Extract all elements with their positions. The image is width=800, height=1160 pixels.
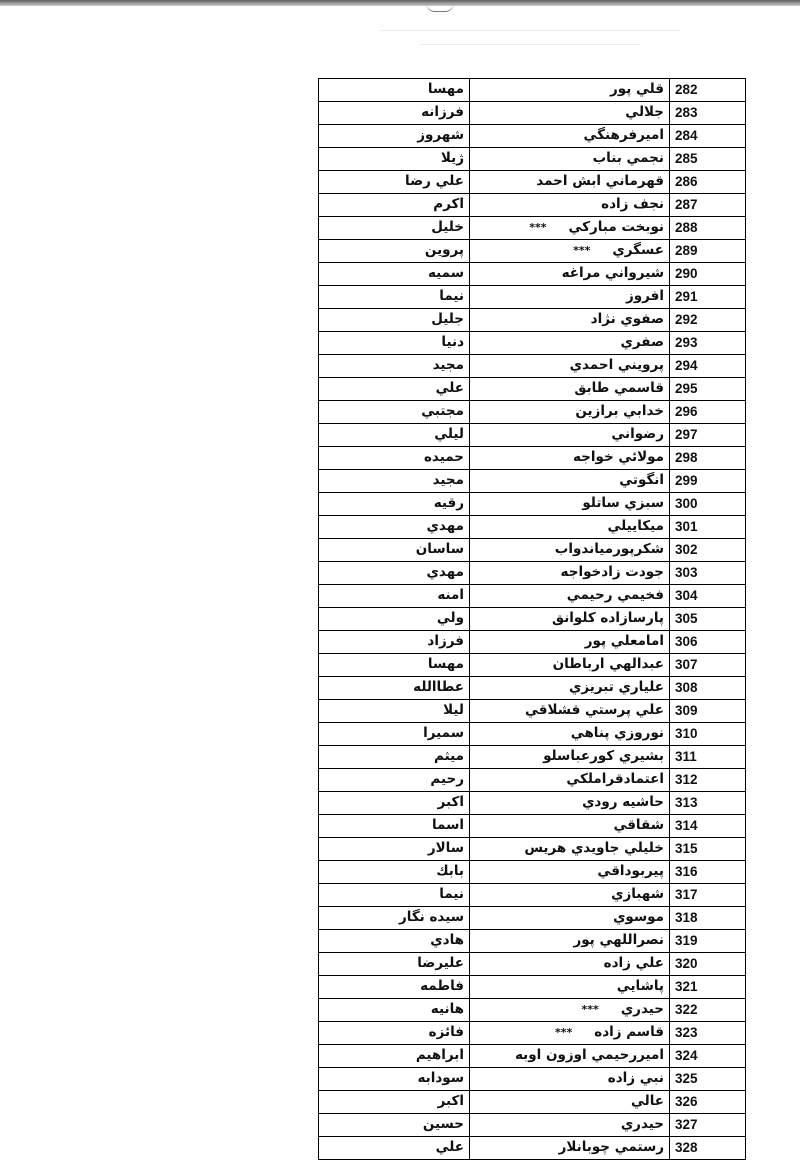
row-number-cell: 308 (670, 677, 746, 700)
surname-cell (470, 309, 670, 332)
row-number-cell: 311 (670, 746, 746, 769)
table-row (319, 1022, 746, 1045)
table-row (319, 953, 746, 976)
first-name-cell: خليل (319, 217, 470, 240)
bleed-through-line (420, 44, 640, 45)
first-name-cell: علي (319, 378, 470, 401)
surname-cell (470, 631, 670, 654)
surname-text: خليلي جاويدي هريس (524, 840, 664, 857)
first-name-cell: عطاالله (319, 677, 470, 700)
row-number-cell: 304 (670, 585, 746, 608)
table-row (319, 930, 746, 953)
first-name-cell: ليلي (319, 424, 470, 447)
table-row (319, 125, 746, 148)
surname-cell (470, 769, 670, 792)
surname-text: عالي (630, 1093, 664, 1110)
surname-text: سبزي ساتلو (582, 495, 664, 512)
first-name-cell: ولي (319, 608, 470, 631)
surname-cell (470, 677, 670, 700)
table-row (319, 884, 746, 907)
table-row (319, 263, 746, 286)
first-name-cell: نيما (319, 286, 470, 309)
surname-cell (470, 79, 670, 102)
surname-text: امامعلي پور (584, 633, 664, 650)
first-name-cell: دنيا (319, 332, 470, 355)
first-name-cell: رحيم (319, 769, 470, 792)
first-name-cell: ژيلا (319, 148, 470, 171)
table-row (319, 309, 746, 332)
row-number-cell: 285 (670, 148, 746, 171)
surname-text: مولائي خواجه (572, 449, 664, 466)
row-number-cell: 292 (670, 309, 746, 332)
first-name-cell: علي رضا (319, 171, 470, 194)
table-row (319, 194, 746, 217)
row-number-cell: 323 (670, 1022, 746, 1045)
surname-text: نوبخت مباركي (568, 219, 664, 236)
surname-text: قاسم زاده (594, 1024, 664, 1041)
surname-cell (470, 125, 670, 148)
table-row (319, 286, 746, 309)
surname-cell (470, 585, 670, 608)
surname-text: قلي پور (609, 81, 664, 98)
surname-text: نصراللهي پور (573, 932, 664, 949)
surname-cell (470, 217, 670, 240)
surname-text: بشيري كورعباسلو (543, 748, 664, 765)
surname-text: افروز (625, 288, 664, 305)
surname-text: رستمي چوبانلار (558, 1139, 664, 1156)
row-number-cell: 282 (670, 79, 746, 102)
row-number-cell: 284 (670, 125, 746, 148)
row-number-cell: 300 (670, 493, 746, 516)
row-number-cell: 319 (670, 930, 746, 953)
surname-text: پرويني احمدي (569, 357, 664, 374)
table-row (319, 1137, 746, 1160)
surname-cell (470, 746, 670, 769)
table-row (319, 1114, 746, 1137)
row-number-cell: 327 (670, 1114, 746, 1137)
first-name-cell: بابك (319, 861, 470, 884)
first-name-cell: فرزاد (319, 631, 470, 654)
table-row (319, 401, 746, 424)
table-row (319, 1091, 746, 1114)
surname-text: علياري تبريزي (569, 679, 664, 696)
table-row (319, 171, 746, 194)
name-roster-table (318, 78, 746, 1160)
row-number-cell: 287 (670, 194, 746, 217)
surname-text: خدابي برازين (575, 403, 664, 420)
first-name-cell: سودابه (319, 1068, 470, 1091)
row-number-cell: 310 (670, 723, 746, 746)
surname-cell (470, 516, 670, 539)
row-number-cell: 298 (670, 447, 746, 470)
surname-text: پارسازاده كلوانق (552, 610, 664, 627)
first-name-cell: اكرم (319, 194, 470, 217)
row-number-cell: 325 (670, 1068, 746, 1091)
asterisk-note: *** (554, 1026, 573, 1040)
first-name-cell: مجيد (319, 470, 470, 493)
surname-text: نبي زاده (607, 1070, 664, 1087)
table-row (319, 516, 746, 539)
first-name-cell: اسما (319, 815, 470, 838)
first-name-cell: حسين (319, 1114, 470, 1137)
first-name-cell: مهدي (319, 562, 470, 585)
first-name-cell: عليرضا (319, 953, 470, 976)
surname-cell (470, 884, 670, 907)
surname-text: پاشايي (616, 978, 664, 995)
scan-mark (426, 3, 454, 12)
table-row (319, 562, 746, 585)
row-number-cell: 291 (670, 286, 746, 309)
surname-cell (470, 792, 670, 815)
surname-cell (470, 424, 670, 447)
first-name-cell: مهسا (319, 79, 470, 102)
table-row (319, 861, 746, 884)
first-name-cell: مهسا (319, 654, 470, 677)
surname-text: صفري (620, 334, 664, 351)
surname-cell (470, 171, 670, 194)
surname-cell (470, 1114, 670, 1137)
first-name-cell: نيما (319, 884, 470, 907)
row-number-cell: 326 (670, 1091, 746, 1114)
row-number-cell: 293 (670, 332, 746, 355)
first-name-cell: سميرا (319, 723, 470, 746)
table-row (319, 631, 746, 654)
row-number-cell: 305 (670, 608, 746, 631)
table-row (319, 700, 746, 723)
row-number-cell: 296 (670, 401, 746, 424)
table-row (319, 608, 746, 631)
first-name-cell: جليل (319, 309, 470, 332)
row-number-cell: 307 (670, 654, 746, 677)
surname-cell (470, 470, 670, 493)
surname-text: صفوي نژاد (590, 311, 664, 328)
row-number-cell: 283 (670, 102, 746, 125)
surname-cell (470, 539, 670, 562)
table-row (319, 907, 746, 930)
first-name-cell: اكبر (319, 792, 470, 815)
row-number-cell: 297 (670, 424, 746, 447)
surname-cell (470, 286, 670, 309)
table-row (319, 815, 746, 838)
table-row (319, 677, 746, 700)
table-row (319, 723, 746, 746)
first-name-cell: مجتبي (319, 401, 470, 424)
first-name-cell: فائزه (319, 1022, 470, 1045)
surname-text: نجمي بناب (592, 150, 664, 167)
table-row (319, 999, 746, 1022)
surname-text: عسگري (612, 242, 664, 259)
surname-text: شكرپورمياندواب (554, 541, 664, 558)
first-name-cell: هانيه (319, 999, 470, 1022)
surname-text: علي زاده (603, 955, 664, 972)
surname-text: انگوتي (619, 472, 664, 489)
surname-text: جلالي (625, 104, 664, 121)
surname-text: نجف زاده (601, 196, 664, 213)
surname-cell (470, 723, 670, 746)
row-number-cell: 313 (670, 792, 746, 815)
table-row (319, 1068, 746, 1091)
surname-text: حيدري (620, 1116, 664, 1133)
row-number-cell: 301 (670, 516, 746, 539)
table-row (319, 792, 746, 815)
row-number-cell: 321 (670, 976, 746, 999)
row-number-cell: 322 (670, 999, 746, 1022)
surname-cell (470, 493, 670, 516)
table-row (319, 493, 746, 516)
surname-cell (470, 194, 670, 217)
surname-text: حاشيه رودي (582, 794, 664, 811)
surname-cell (470, 700, 670, 723)
surname-text: علي پرستي قشلاقي (524, 702, 664, 719)
asterisk-note: *** (581, 1003, 599, 1017)
row-number-cell: 320 (670, 953, 746, 976)
surname-text: عبدالهي ارباطان (552, 656, 664, 673)
row-number-cell: 315 (670, 838, 746, 861)
table-row (319, 424, 746, 447)
asterisk-note: *** (529, 221, 547, 235)
first-name-cell: شهروز (319, 125, 470, 148)
first-name-cell: امنه (319, 585, 470, 608)
surname-cell (470, 378, 670, 401)
row-number-cell: 302 (670, 539, 746, 562)
first-name-cell: رقيه (319, 493, 470, 516)
row-number-cell: 288 (670, 217, 746, 240)
surname-text: اعتمادقراملكي (566, 771, 664, 788)
surname-cell (470, 562, 670, 585)
surname-cell (470, 1068, 670, 1091)
first-name-cell: سيده نگار (319, 907, 470, 930)
surname-cell (470, 930, 670, 953)
surname-text: حيدري (620, 1001, 664, 1018)
table-row (319, 976, 746, 999)
surname-text: اميرفرهنگي (583, 127, 664, 144)
surname-text: نوروزي پناهي (570, 725, 664, 742)
surname-text: قهرماني ابش احمد (536, 173, 664, 190)
table-row (319, 746, 746, 769)
surname-cell (470, 1045, 670, 1068)
surname-text: فخيمي رحيمي (566, 587, 664, 604)
table-row (319, 148, 746, 171)
row-number-cell: 314 (670, 815, 746, 838)
first-name-cell: ميثم (319, 746, 470, 769)
table-row (319, 769, 746, 792)
row-number-cell: 306 (670, 631, 746, 654)
surname-cell (470, 976, 670, 999)
surname-cell (470, 608, 670, 631)
first-name-cell: فاطمه (319, 976, 470, 999)
first-name-cell: ابراهيم (319, 1045, 470, 1068)
surname-cell (470, 401, 670, 424)
first-name-cell: سالار (319, 838, 470, 861)
surname-text: اميررحيمي اوزون اوبه (515, 1047, 664, 1064)
surname-text: پيربوداقي (597, 863, 664, 880)
surname-cell (470, 1022, 670, 1045)
row-number-cell: 286 (670, 171, 746, 194)
surname-cell (470, 148, 670, 171)
table-row (319, 378, 746, 401)
table-row (319, 355, 746, 378)
surname-cell (470, 838, 670, 861)
surname-cell (470, 240, 670, 263)
table-row (319, 1045, 746, 1068)
surname-text: شهبازي (611, 886, 664, 903)
surname-text: ميكاييلي (607, 518, 664, 535)
first-name-cell: اكبر (319, 1091, 470, 1114)
first-name-cell: ليلا (319, 700, 470, 723)
row-number-cell: 289 (670, 240, 746, 263)
surname-text: قاسمي طابق (574, 380, 664, 397)
first-name-cell: علي (319, 1137, 470, 1160)
table-row (319, 332, 746, 355)
row-number-cell: 303 (670, 562, 746, 585)
surname-cell (470, 1091, 670, 1114)
surname-cell (470, 654, 670, 677)
table-row (319, 539, 746, 562)
table-row (319, 470, 746, 493)
row-number-cell: 317 (670, 884, 746, 907)
first-name-cell: مهدي (319, 516, 470, 539)
surname-cell (470, 815, 670, 838)
asterisk-note: *** (573, 244, 591, 258)
row-number-cell: 312 (670, 769, 746, 792)
bleed-through-line (380, 30, 680, 31)
scan-top-edge (0, 0, 800, 6)
table-row (319, 102, 746, 125)
row-number-cell: 318 (670, 907, 746, 930)
table-row (319, 79, 746, 102)
table-row (319, 447, 746, 470)
row-number-cell: 299 (670, 470, 746, 493)
surname-text: شقاقي (613, 817, 664, 834)
surname-text: رضواني (611, 426, 664, 443)
surname-text: موسوي (613, 909, 664, 926)
surname-cell (470, 332, 670, 355)
first-name-cell: پروين (319, 240, 470, 263)
surname-cell (470, 355, 670, 378)
row-number-cell: 309 (670, 700, 746, 723)
first-name-cell: سميه (319, 263, 470, 286)
row-number-cell: 324 (670, 1045, 746, 1068)
surname-cell (470, 999, 670, 1022)
table-row (319, 585, 746, 608)
row-number-cell: 316 (670, 861, 746, 884)
surname-text: جودت زادخواجه (560, 564, 664, 581)
row-number-cell: 294 (670, 355, 746, 378)
table-row (319, 654, 746, 677)
roster-body (319, 79, 746, 1160)
row-number-cell: 290 (670, 263, 746, 286)
table-row (319, 217, 746, 240)
surname-text: شيرواني مراغه (561, 265, 664, 282)
table-row (319, 838, 746, 861)
row-number-cell: 328 (670, 1137, 746, 1160)
surname-cell (470, 447, 670, 470)
surname-cell (470, 102, 670, 125)
first-name-cell: هادي (319, 930, 470, 953)
surname-cell (470, 907, 670, 930)
first-name-cell: ساسان (319, 539, 470, 562)
table-row (319, 240, 746, 263)
surname-cell (470, 953, 670, 976)
first-name-cell: فرزانه (319, 102, 470, 125)
surname-cell (470, 263, 670, 286)
surname-cell (470, 861, 670, 884)
surname-cell (470, 1137, 670, 1160)
first-name-cell: حميده (319, 447, 470, 470)
first-name-cell: مجيد (319, 355, 470, 378)
row-number-cell: 295 (670, 378, 746, 401)
